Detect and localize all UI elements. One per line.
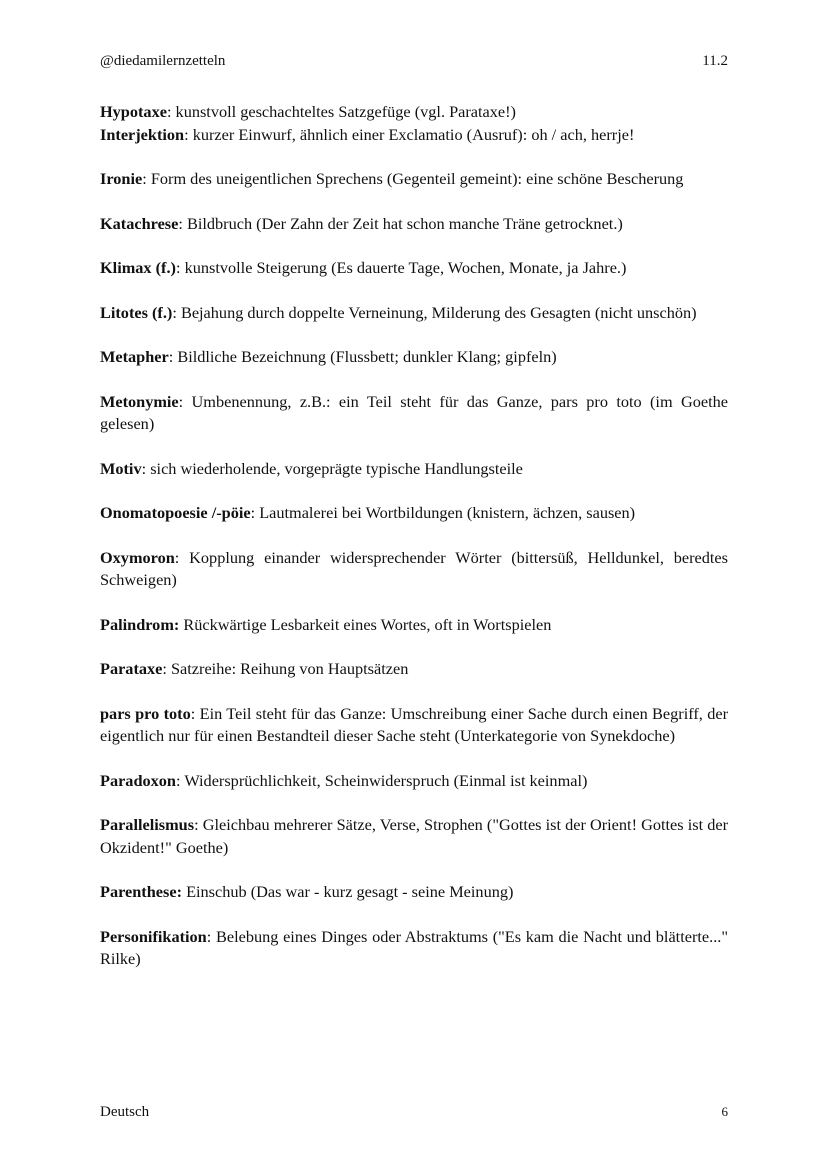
- entry-definition: Umbenennung, z.B.: ein Teil steht für das Ganze, pars pro toto (im Goethe gelesen): [100, 391, 728, 433]
- entry-term: Metapher: [100, 347, 169, 366]
- glossary-entry: Onomatopoesie /-pöie: Lautmalerei bei Wortbildungen (knistern, ächzen, sausen): [100, 503, 636, 522]
- entry-term: Klimax (f.): [100, 258, 176, 277]
- entry-definition: Lautmalerei bei Wortbildungen (knistern, ächzen, sausen): [259, 503, 636, 522]
- entry-term: Parataxe: [100, 659, 163, 678]
- glossary-entry: Litotes (f.): Bejahung durch doppelte Verneinung, Milderung des Gesagten (nicht unschön): [100, 302, 697, 322]
- glossary-entry: [100, 614, 728, 637]
- glossary-entry: Personifikation: Belebung eines Dinges oder Abstraktums ("Es kam die Nacht und blätterte..." Rilke): [100, 926, 728, 968]
- entry-term: Katachrese: [100, 213, 179, 233]
- entry-definition: Ein Teil steht für das Ganze: Umschreibung einer Sache durch einen Begriff, der eigentlich nur für einen Bestandteil dieser Sache steht (Unterkategorie von Synekdoche): [100, 703, 728, 745]
- page-number: 6: [721, 1104, 728, 1119]
- glossary-entry: Katachrese: Bildbruch (Der Zahn der Zeit hat schon manche Träne getrocknet.): [100, 213, 623, 233]
- glossary-entry: Parallelismus: Gleichbau mehrerer Sätze, Verse, Strophen ("Gottes ist der Orient! Gottes ist der Okzident!" Goethe): [100, 815, 728, 857]
- entry-term: Palindrom:: [100, 614, 180, 634]
- entry-definition: Satzreihe: Reihung von Hauptsätzen: [171, 659, 409, 678]
- glossary-entry: [100, 881, 728, 904]
- entry-definition: Form des uneigentlichen Sprechens (Gegenteil gemeint): eine schöne Bescherung: [150, 169, 684, 188]
- entry-term: Parenthese:: [100, 882, 182, 901]
- entry-definition: kunstvoll geschachteltes Satzgefüge (vgl. Parataxe!): [175, 102, 516, 121]
- page-header: [100, 52, 728, 70]
- entry-term: Ironie: [100, 169, 143, 188]
- entry-term: Litotes (f.): [100, 302, 173, 322]
- glossary-entry: Metapher: Bildliche Bezeichnung (Flussbett; dunkler Klang; gipfeln): [100, 347, 557, 366]
- entry-definition: Bejahung durch doppelte Verneinung, Milderung des Gesagten (nicht unschön): [180, 302, 697, 322]
- entry-definition: Einschub (Das war - kurz gesagt - seine Meinung): [186, 882, 514, 901]
- glossary-entry: Parataxe: Satzreihe: Reihung von Hauptsätzen: [100, 659, 409, 678]
- glossary-entry: Oxymoron: Kopplung einander widersprechender Wörter (bittersüß, Helldunkel, beredtes Schweigen): [100, 547, 728, 589]
- entry-definition: sich wiederholende, vorgeprägte typische Handlungsteile: [150, 458, 523, 478]
- entry-term: Onomatopoesie /-pöie: [100, 503, 251, 522]
- entry-term: pars pro toto: [100, 703, 191, 723]
- glossary-entry: Interjektion: kurzer Einwurf, ähnlich einer Exclamatio (Ausruf): oh / ach, herrje!: [100, 124, 635, 144]
- entry-definition: Rückwärtige Lesbarkeit eines Wortes, oft in Wortspielen: [183, 614, 552, 634]
- entry-definition: Belebung eines Dinges oder Abstraktums ("Es kam die Nacht und blätterte..." Rilke): [100, 926, 728, 968]
- entry-term: Paradoxon: [100, 770, 176, 790]
- page-footer: [100, 1104, 728, 1121]
- glossary-entry: Paradoxon: Widersprüchlichkeit, Scheinwiderspruch (Einmal ist keinmal): [100, 770, 588, 790]
- entry-definition: Kopplung einander widersprechender Wörter (bittersüß, Helldunkel, beredtes Schweigen): [100, 547, 728, 589]
- glossary-entry: pars pro toto: Ein Teil steht für das Ganze: Umschreibung einer Sache durch einen Begriff, der eigentlich nur für einen Bestandteil dieser Sache steht (Unterkategorie von Synekdoche): [100, 703, 728, 745]
- glossary-list: [100, 101, 728, 993]
- section-number: 11.2: [702, 53, 728, 69]
- entry-definition: Gleichbau mehrerer Sätze, Verse, Strophen ("Gottes ist der Orient! Gottes ist der Okzident!" Goethe): [100, 815, 728, 857]
- entry-definition: Bildbruch (Der Zahn der Zeit hat schon manche Träne getrocknet.): [186, 213, 623, 233]
- subject-label: Deutsch: [100, 1104, 150, 1120]
- glossary-entry: Ironie: Form des uneigentlichen Sprechens (Gegenteil gemeint): eine schöne Bescherung: [100, 169, 684, 188]
- entry-definition: kunstvolle Steigerung (Es dauerte Tage, Wochen, Monate, ja Jahre.): [184, 258, 627, 277]
- entry-term: Motiv: [100, 458, 142, 478]
- entry-term: Interjektion: [100, 124, 185, 144]
- entry-term: Personifikation: [100, 926, 207, 946]
- author-handle: @diedamilernzetteln: [100, 53, 226, 69]
- entry-definition: Widersprüchlichkeit, Scheinwiderspruch (Einmal ist keinmal): [184, 770, 588, 790]
- glossary-entry: Hypotaxe: kunstvoll geschachteltes Satzgefüge (vgl. Parataxe!): [100, 102, 516, 121]
- glossary-entry: Klimax (f.): kunstvolle Steigerung (Es dauerte Tage, Wochen, Monate, ja Jahre.): [100, 258, 627, 277]
- entry-term: Hypotaxe: [100, 102, 167, 121]
- entry-term: Metonymie: [100, 391, 179, 411]
- entry-definition: kurzer Einwurf, ähnlich einer Exclamatio (Ausruf): oh / ach, herrje!: [192, 124, 635, 144]
- entry-definition: Bildliche Bezeichnung (Flussbett; dunkler Klang; gipfeln): [177, 347, 557, 366]
- glossary-entry: Motiv: sich wiederholende, vorgeprägte typische Handlungsteile: [100, 458, 523, 478]
- entry-term: Parallelismus: [100, 815, 195, 834]
- glossary-entry: Metonymie: Umbenennung, z.B.: ein Teil steht für das Ganze, pars pro toto (im Goethe gelesen): [100, 391, 728, 433]
- entry-term: Oxymoron: [100, 547, 175, 567]
